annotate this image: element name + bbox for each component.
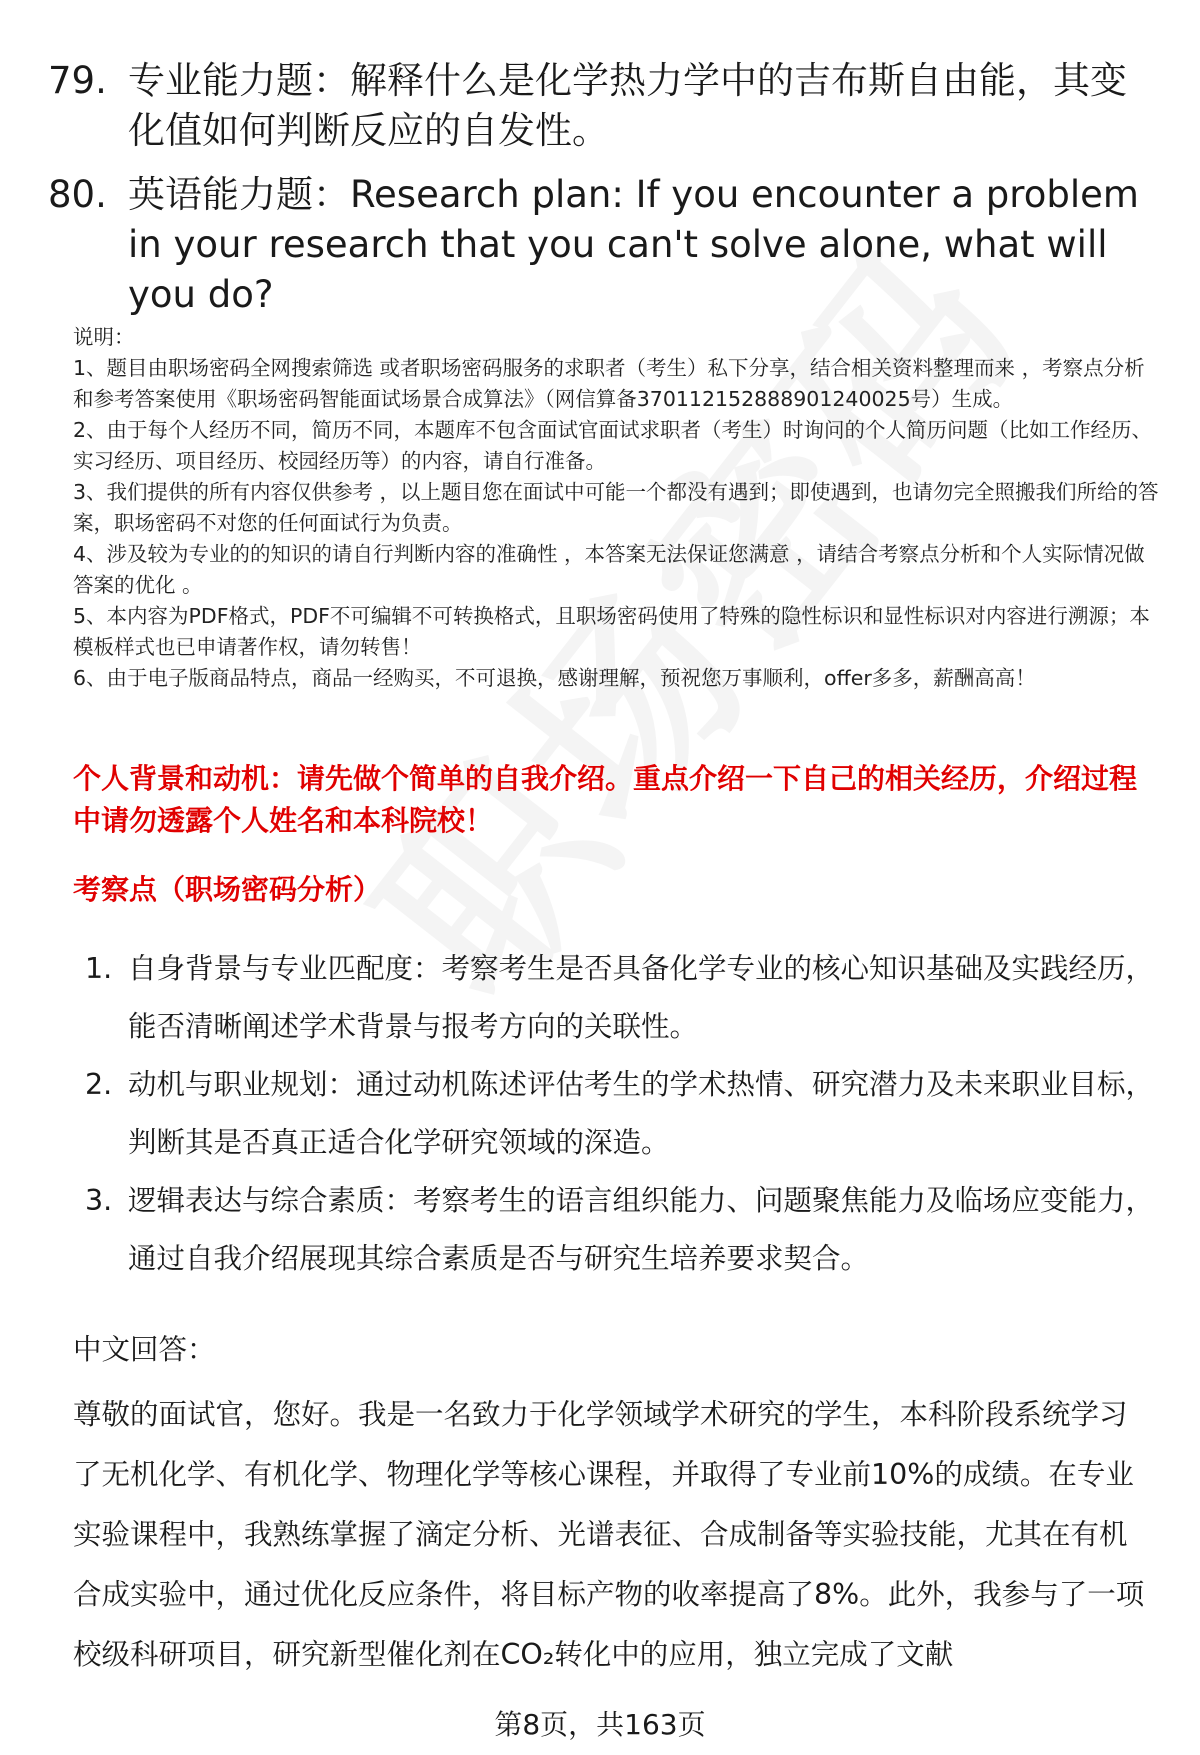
answer-text: 尊敬的面试官，您好。我是一名致力于化学领域学术研究的学生，本科阶段系统学习了无机化学、有机化学、物理化学等核心课程，并取得了专业前10%的成绩。在专业实验课程中，我熟练掌握了滴定分析、光谱表征、合成制备等实验技能，尤其在有机合成实验中，通过优化反应条件，将目标产物的收率提高了8%。此外，我参与了一项校级科研项目，研究新型催化剂在CO₂转化中的应用，独立完成了文献 (73, 1398, 1145, 1671)
point-text: 动机与职业规划：通过动机陈述评估考生的学术热情、研究潜力及未来职业目标，判断其是否真正适合化学研究领域的深造。 (128, 1068, 1155, 1159)
note-item: 6、由于电子版商品特点，商品一经购买，不可退换，感谢理解，预祝您万事顺利，offer多多，薪酬高高！ (73, 666, 1036, 690)
notes-block (73, 322, 1163, 694)
point-number: 3. (85, 1184, 113, 1217)
analysis-points (85, 940, 1165, 1288)
note-item: 1、题目由职场密码全网搜索筛选 或者职场密码服务的求职者（考生）私下分享，结合相关资料整理而来 ，考察点分析和参考答案使用《职场密码智能面试场景合成算法》（网信算备370112152888901240025号）生成。 (73, 356, 1145, 411)
highlight-question: 个人背景和动机：请先做个简单的自我介绍。重点介绍一下自己的相关经历，介绍过程中请勿透露个人姓名和本科院校！ (73, 762, 1138, 837)
analysis-point (85, 1056, 1165, 1172)
page-footer: 第8页，共163页 (494, 1708, 706, 1741)
question-text: 英语能力题：Research plan: If you encounter a problem in your research that you can't solve alone, what will you do? (128, 173, 1139, 316)
note-item: 2、由于每个人经历不同，简历不同，本题库不包含面试官面试求职者（考生）时询问的个人简历问题（比如工作经历、实习经历、项目经历、校园经历等）的内容，请自行准备。 (73, 418, 1153, 473)
point-text: 逻辑表达与综合素质：考察考生的语言组织能力、问题聚焦能力及临场应变能力，通过自我介绍展现其综合素质是否与研究生培养要求契合。 (128, 1184, 1155, 1275)
note-item: 4、涉及较为专业的的知识的请自行判断内容的准确性 ，本答案无法保证您满意 ，请结合考察点分析和个人实际情况做答案的优化 。 (73, 542, 1145, 597)
answer-label: 中文回答： (73, 1333, 216, 1366)
note-item: 3、我们提供的所有内容仅供参考 ，以上题目您在面试中可能一个都没有遇到；即使遇到，也请勿完全照搬我们所给的答案，职场密码不对您的任何面试行为负责。 (73, 480, 1159, 535)
notes-heading: 说明： (73, 325, 135, 349)
point-text: 自身背景与专业匹配度：考察考生是否具备化学专业的核心知识基础及实践经历，能否清晰阐述学术背景与报考方向的关联性。 (128, 952, 1155, 1043)
note-item: 5、本内容为PDF格式，PDF不可编辑不可转换格式，且职场密码使用了特殊的隐性标识和显性标识对内容进行溯源；本模板样式也已申请著作权，请勿转售！ (73, 604, 1150, 659)
question-number: 79. (48, 59, 107, 102)
point-number: 1. (85, 952, 113, 985)
analysis-point (85, 940, 1165, 1056)
question-number: 80. (48, 173, 107, 216)
analysis-title: 考察点（职场密码分析） (73, 873, 382, 906)
question-79 (48, 56, 1158, 156)
question-text: 专业能力题：解释什么是化学热力学中的吉布斯自由能，其变化值如何判断反应的自发性。 (128, 59, 1127, 152)
question-80 (48, 170, 1158, 320)
point-number: 2. (85, 1068, 113, 1101)
analysis-point (85, 1172, 1165, 1288)
